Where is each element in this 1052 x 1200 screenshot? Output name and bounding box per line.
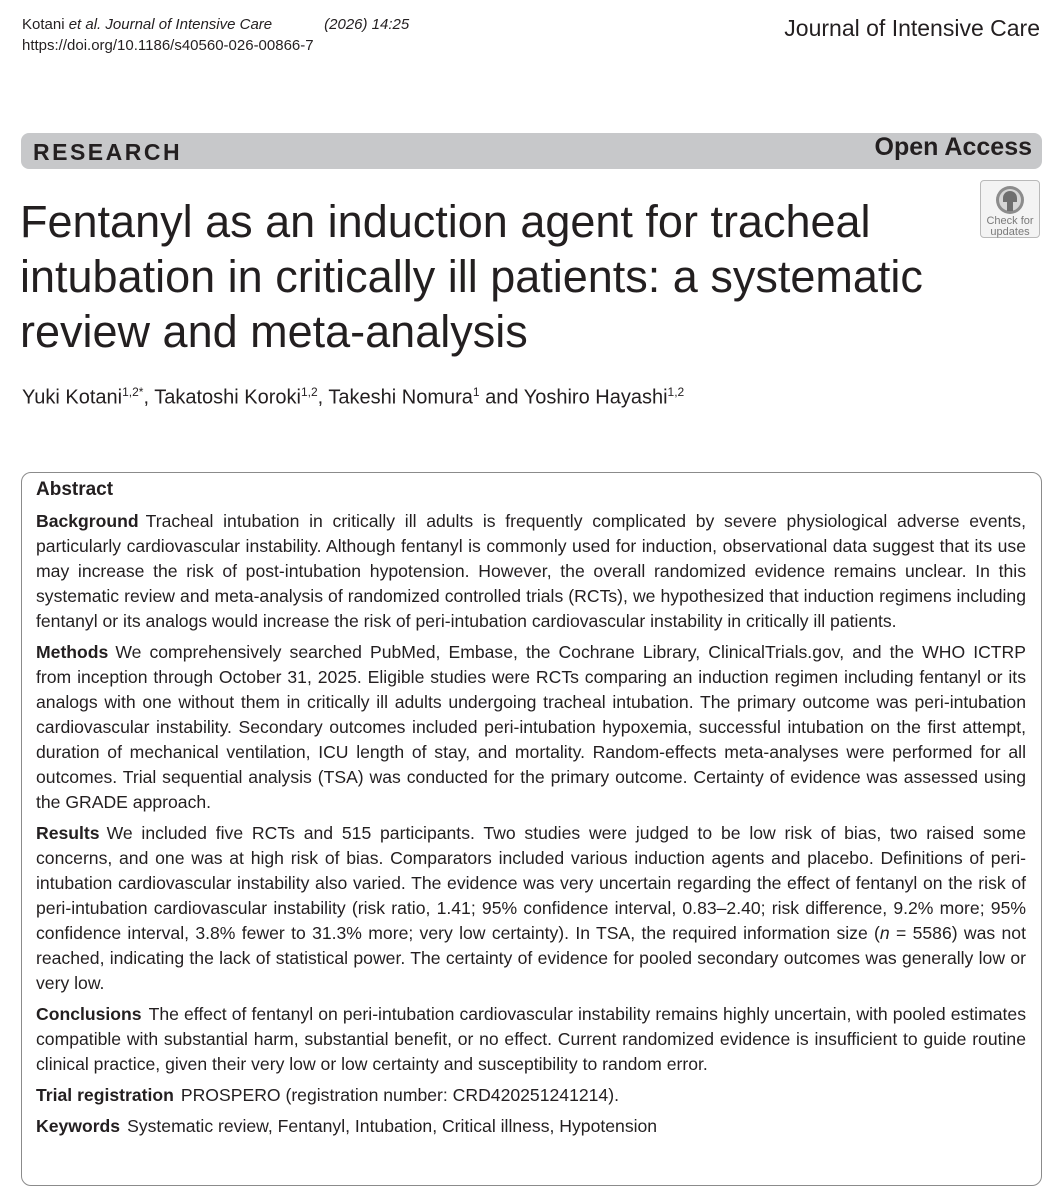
author-affiliation: 1 xyxy=(472,385,480,399)
abstract-conclusions xyxy=(36,1002,1026,1077)
author-affiliation: 1,2 xyxy=(300,385,318,399)
abstract-keywords xyxy=(36,1114,1026,1139)
article-type: RESEARCH xyxy=(33,139,183,165)
conclusions-text: The effect of fentanyl on peri-intubation cardiovascular instability remains highly uncertain, with pooled estimates compatible with substantial harm, substantial benefit, or no effect. Current randomized evidence is insufficient to guide routine clinical practice, given their very low or low certainty and susceptibility to random error. xyxy=(36,1004,1026,1074)
trial-registration-text: PROSPERO (registration number: CRD420251241214). xyxy=(180,1085,619,1105)
citation-journal: et al. Journal of Intensive Care xyxy=(68,16,273,33)
abstract-background xyxy=(36,509,1026,634)
results-text-continued: ) was not reached, indicating the lack of statistical power. The certainty of evidence for pooled secondary outcomes was generally low or very low. xyxy=(36,923,1026,993)
abstract-results xyxy=(36,821,1026,996)
abstract-trial-registration xyxy=(36,1083,1026,1108)
results-label: Results xyxy=(36,823,100,843)
conclusions-label: Conclusions xyxy=(36,1004,142,1024)
article-title: Fentanyl as an induction agent for tracheal intubation in critically ill patients: a systematic review and meta-analysis xyxy=(20,196,923,357)
citation-author: Kotani xyxy=(22,16,69,33)
keywords-label: Keywords xyxy=(36,1116,121,1136)
author-affiliation: 1,2 xyxy=(667,385,685,399)
journal-name: Journal of Intensive Care xyxy=(784,15,1040,41)
abstract-methods xyxy=(36,640,1026,815)
author-separator: and xyxy=(479,386,524,409)
keywords-text: Systematic review, Fentanyl, Intubation, Critical illness, Hypotension xyxy=(127,1116,658,1136)
section-bar xyxy=(21,133,1042,169)
check-updates-line2: updates xyxy=(990,226,1030,238)
abstract-body xyxy=(36,509,1026,1145)
check-updates-icon xyxy=(994,184,1026,216)
citation-year: (2026) 14:25 xyxy=(324,16,410,33)
trial-registration-label: Trial registration xyxy=(36,1085,174,1105)
methods-text: We comprehensively searched PubMed, Embase, the Cochrane Library, ClinicalTrials.gov, and the WHO ICTRP from inception through October 31, 2025. Eligible studies were RCTs comparing an induction regimen including fentanyl or its analogs with one without them in critically ill adults undergoing tracheal intubation. The primary outcome was peri-intubation cardiovascular instability. Secondary outcomes included peri-intubation hypoxemia, successful intubation on the first attempt, duration of mechanical ventilation, ICU length of stay, and mortality. Random-effects meta-analyses were performed for all outcomes. Trial sequential analysis (TSA) was conducted for the primary outcome. Certainty of evidence was assessed using the GRADE approach. xyxy=(36,642,1026,812)
author-affiliation: 1,2* xyxy=(122,385,144,399)
results-n-value: = 5586 xyxy=(889,923,952,943)
check-for-updates-badge[interactable] xyxy=(980,180,1040,238)
running-header xyxy=(22,14,409,56)
check-updates-line1: Check for xyxy=(986,215,1034,227)
author-name[interactable]: Yuki Kotani xyxy=(22,386,123,409)
background-text: Tracheal intubation in critically ill adults is frequently complicated by severe physiological adverse events, particularly cardiovascular instability. Although fentanyl is commonly used for induction, observational data suggest that its use may increase the risk of post-intubation hypotension. However, the overall randomized evidence remains unclear. In this systematic review and meta-analysis of randomized controlled trials (RCTs), we hypothesized that induction regimens including fentanyl or its analogs would increase the risk of peri-intubation cardiovascular instability in critically ill patients. xyxy=(36,511,1026,631)
methods-label: Methods xyxy=(36,642,109,662)
author-separator: , xyxy=(317,386,329,409)
author-name[interactable]: Takeshi Nomura xyxy=(328,386,473,409)
citation-line xyxy=(22,14,409,35)
author-separator: , xyxy=(143,386,155,409)
author-name[interactable]: Yoshiro Hayashi xyxy=(523,386,668,409)
results-n-symbol: n xyxy=(879,923,890,943)
author-name[interactable]: Takatoshi Koroki xyxy=(154,386,301,409)
open-access-label: Open Access xyxy=(874,133,1032,161)
background-label: Background xyxy=(36,511,139,531)
author-list xyxy=(22,378,684,412)
results-text: We included five RCTs and 515 participants. Two studies were judged to be low risk of bias, two raised some concerns, and one was at high risk of bias. Comparators included various induction agents and placebo. Definitions of peri-intubation cardiovascular instability also varied. The evidence was very uncertain regarding the effect of fentanyl on the risk of peri-intubation cardiovascular instability (risk ratio, 1.41; 95% confidence interval, 0.83–2.40; risk difference, 9.2% more; 95% confidence interval, 3.8% fewer to 31.3% more; very low certainty). In TSA, the required information size ( xyxy=(36,823,1026,943)
abstract-box xyxy=(21,472,1042,1186)
results-sample-size xyxy=(880,923,952,943)
abstract-heading: Abstract xyxy=(36,479,114,500)
doi-link[interactable]: https://doi.org/10.1186/s40560-026-00866-7 xyxy=(22,37,314,54)
